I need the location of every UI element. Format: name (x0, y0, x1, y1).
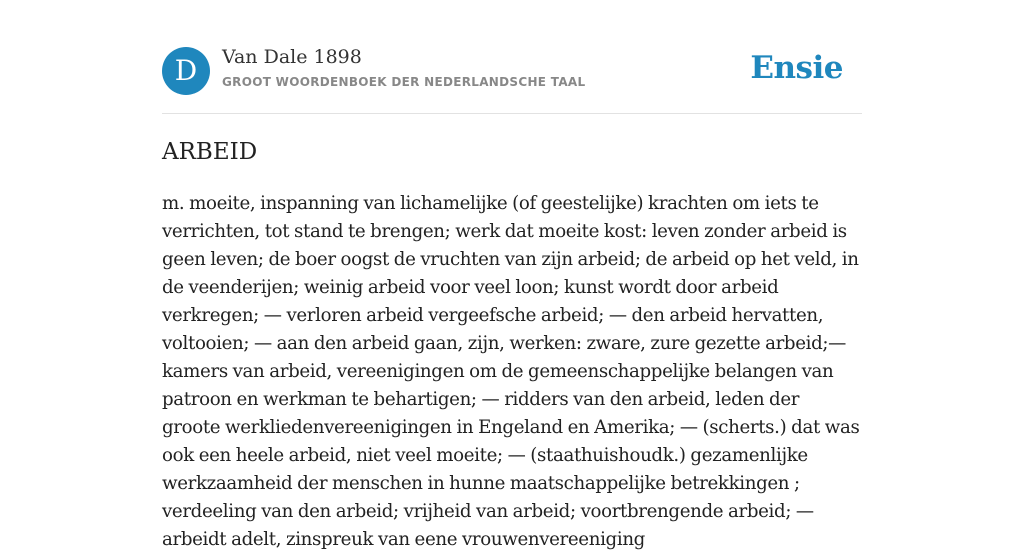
entry-definition: m. moeite, inspanning van lichamelijke (of geestelijke) krachten om iets te verrichten, tot stand te brengen; werk dat moeite kost: leven zonder arbeid is geen leven; de boer oogst de vruchten van zijn arbeid; de arbeid op het veld, in de veenderijen; weinig arbeid voor veel loon; kunst wordt door arbeid verkregen; — verloren arbeid vergeefsche arbeid; — den arbeid hervatten, voltooien; — aan den arbeid gaan, zijn, werken: zware, zure gezette arbeid;— kamers van arbeid, vereenigingen om de gemeenschappelijke belangen van patroon en werkman te behartigen; — ridders van den arbeid, leden der groote werkliedenvereenigingen in Engeland en Amerika; — (scherts.) dat was ook een heele arbeid, niet veel moeite; — (staathuishoudk.) gezamenlijke werkzaamheid der menschen in hunne maatschappelijke betrekkingen ; verdeeling van den arbeid; vrijheid van arbeid; voortbrengende arbeid; — arbeidt adelt, zinspreuk van eene vrouwenvereeniging (162, 193, 860, 550)
entry-headword: ARBEID (162, 139, 258, 165)
source-header (162, 46, 862, 96)
source-avatar[interactable]: D (162, 47, 210, 95)
ensie-logo[interactable]: Ensie (750, 50, 843, 86)
source-title[interactable]: Van Dale 1898 (222, 46, 362, 68)
header-divider (162, 113, 862, 114)
source-subtitle: GROOT WOORDENBOEK DER NEDERLANDSCHE TAAL (222, 75, 586, 89)
